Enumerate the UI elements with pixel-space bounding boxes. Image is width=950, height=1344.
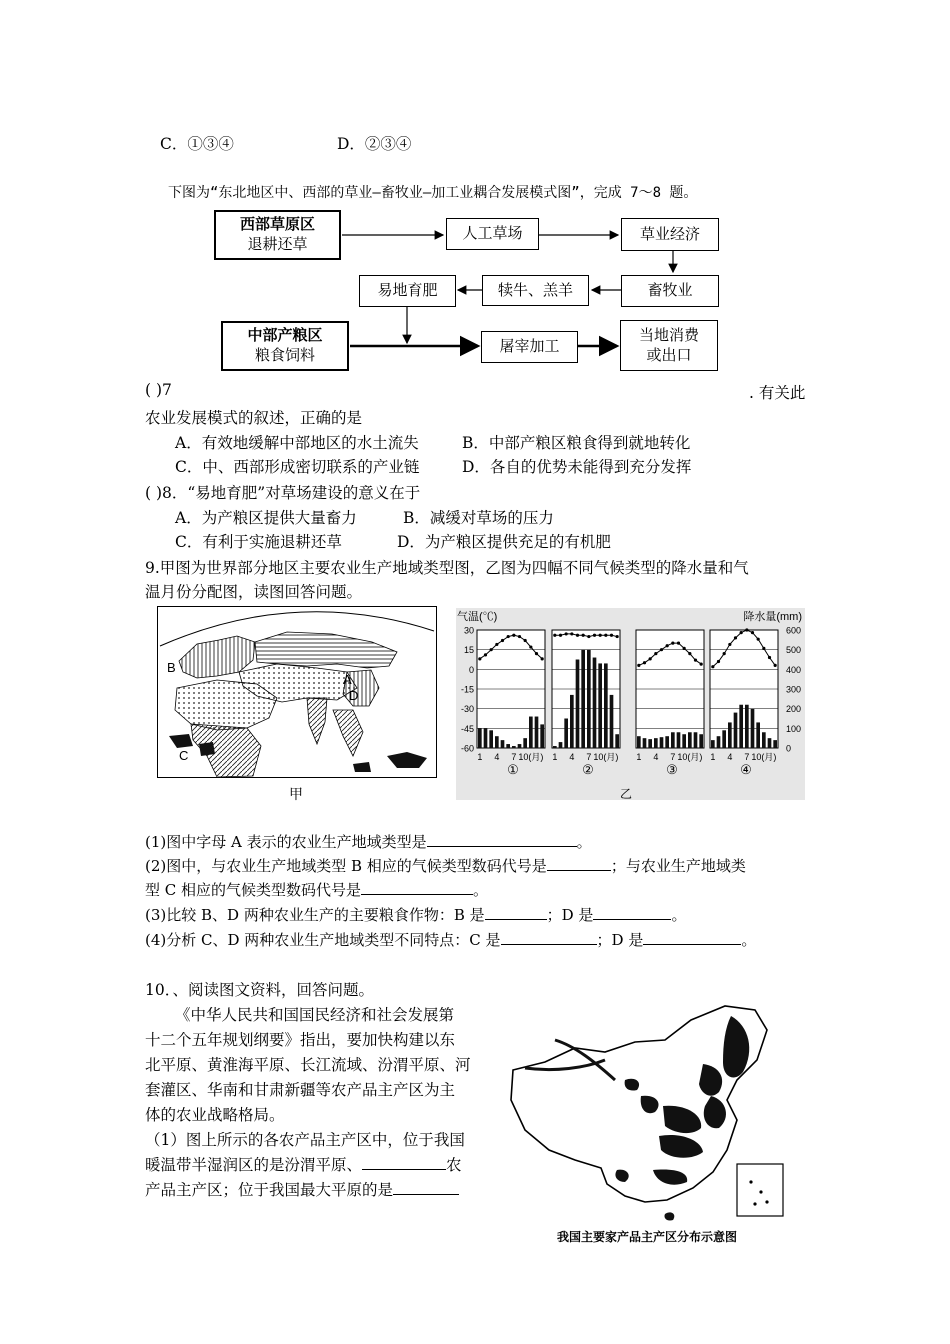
x-tick-label: 7 [586,752,592,762]
q9-sub4-text-a: (4)分析 C、D 两种农业生产地域类型不同特点：C 是 [145,931,501,949]
temperature-point [751,631,754,634]
temperature-point [524,639,527,642]
precipitation-bar [478,728,482,748]
q10-para-line1: 《中华人民共和国国民经济和社会发展第 [175,1006,455,1024]
q10-stem: 10．、阅读图文资料，回答问题。 [145,981,374,999]
q8-stem: ( )8．“易地育肥”对草场建设的意义在于 [145,484,421,502]
left-tick-label: -45 [460,723,474,734]
precipitation-bar [564,719,568,749]
grass-economy-box [621,218,719,251]
q9-stem-2: 温月份分配图，读图回答问题。 [145,583,363,601]
q10-para-line4: 套灌区、华南和甘肃新疆等农产品主产区为主 [145,1081,456,1099]
x-tick-label: 10(月) [593,752,619,762]
precipitation-bar [728,722,732,748]
cattle-sheep-label: 犊牛、羔羊 [497,281,573,299]
q9-sub2 [145,855,746,876]
temperature-point [649,657,652,660]
panel-label: ③ [666,762,678,777]
q10-sub1-text-2: 暖温带半湿润区的是汾渭平原、 [145,1156,363,1174]
temperature-point [535,652,538,655]
temperature-point [734,636,737,639]
precipitation-bar [615,734,619,748]
q10-sub1-blank-1[interactable] [362,1155,446,1170]
right-axis-label: 降水量(mm) [743,611,802,623]
temperature-point [637,664,640,667]
map-label-c: C [179,748,189,763]
precipitation-bar [587,650,591,748]
temperature-point [774,664,777,667]
option-c: C．①③④ [160,135,234,153]
temperature-point [694,659,697,662]
q8-option-c: C．有利于实施退耕还草 [175,533,342,551]
precipitation-bar [756,722,760,748]
precipitation-bar [648,739,652,748]
precipitation-bar [711,740,715,748]
precipitation-bar [501,740,505,748]
q9-sub2-blank-b[interactable] [547,856,611,871]
precipitation-bar [484,728,488,748]
temperature-point [688,652,691,655]
precipitation-bar [694,732,698,748]
precipitation-bar [523,738,527,748]
q9-sub1 [145,831,592,852]
precipitation-bar [722,730,726,748]
q7-stem: 农业发展模式的叙述，正确的是 [145,409,363,427]
temperature-point [553,634,556,637]
temperature-point [599,634,602,637]
q10-para-line3: 北平原、黄淮海平原、长江流域、汾渭平原、河 [145,1056,471,1074]
panel-label: ④ [740,762,752,777]
central-grain-box [221,321,349,371]
temperature-point [512,634,515,637]
precipitation-bar [495,736,499,748]
precipitation-bar [688,732,692,748]
grass-economy-label: 草业经济 [639,225,700,243]
q9-sub2-text-c: 型 C 相应的气候类型数码代号是 [145,881,362,899]
map-label-a: A [343,672,352,687]
temperature-point [683,647,686,650]
right-tick-label: 0 [786,743,792,754]
precipitation-bar [489,730,493,748]
precipitation-bar [699,734,703,748]
precipitation-bar [593,658,597,748]
precipitation-bar [559,742,563,748]
map-caption: 甲 [289,786,303,802]
precipitation-bar [773,740,777,748]
precipitation-bar [604,663,608,748]
option-d: D．②③④ [337,135,412,153]
right-tick-label: 300 [786,684,802,695]
q9-sub3-end: 。 [671,906,687,924]
precipitation-bar [751,709,755,748]
precipitation-bar [529,717,533,748]
temperature-point [593,634,596,637]
q9-sub4 [145,929,756,950]
temperature-point [529,645,532,648]
left-tick-label: -30 [460,704,474,715]
temperature-point [495,643,498,646]
temperature-point [484,653,487,656]
temperature-point [643,661,646,664]
precipitation-bar [739,705,743,748]
q10-sub1-line2 [145,1153,462,1175]
precipitation-bar [677,732,681,748]
temperature-point [654,652,657,655]
q9-sub3-blank-b[interactable] [485,905,547,920]
precipitation-bar [535,717,539,748]
x-tick-label: 1 [552,752,558,762]
right-tick-label: 600 [786,625,802,636]
precipitation-bar [598,663,602,748]
q9-sub4-end: 。 [741,931,757,949]
q7-option-b: B．中部产粮区粮食得到就地转化 [462,434,691,452]
precipitation-bar [768,738,772,748]
q10-sub1-line3 [145,1178,459,1200]
temperature-point [610,634,613,637]
q7-option-c: C．中、西部形成密切联系的产业链 [175,458,420,476]
intro-7-8: 下图为“东北地区中、西部的草业—畜牧业—加工业耦合发展模式图”，完成 7～8 题。 [168,185,698,201]
west-grassland-box [214,210,341,260]
temperature-point [576,634,579,637]
precipitation-bar [717,736,721,748]
temperature-point [570,632,573,635]
q10-sub1-text-3: 产品主产区；位于我国最大平原的是 [145,1181,394,1199]
q8-option-d: D．为产粮区提供充足的有机肥 [397,533,611,551]
temperature-point [768,656,771,659]
x-tick-label: 7 [670,752,676,762]
q9-sub2-blank-c[interactable] [361,880,473,895]
q10-sub1-line1: （1）图上所示的各农产品主产区中，位于我国 [145,1131,465,1149]
precipitation-bar [762,732,766,748]
temperature-point [723,652,726,655]
precipitation-bar [665,736,669,748]
q10-sub1-text-2b: 农 [446,1156,462,1174]
china-agriculture-map [505,1000,805,1244]
central-grain-title: 中部产粮区 [247,327,323,344]
consume-box [620,320,718,371]
right-tick-label: 500 [786,645,802,656]
consume-line1: 当地消费 [638,326,699,344]
precipitation-bar [734,713,738,748]
temperature-point [501,639,504,642]
fertilize-box [359,275,456,307]
fertilize-label: 易地育肥 [377,282,438,299]
slaughter-label: 屠宰加工 [499,338,560,355]
q10-para-line2: 十二个五年规划纲要》指出，要加快构建以东 [145,1031,456,1049]
left-tick-label: 0 [468,664,474,675]
q9-sub4-blank-d[interactable] [643,930,741,945]
left-tick-label: -60 [460,743,474,754]
artificial-grass-label: 人工草场 [462,225,523,242]
map-label-b: B [167,660,176,675]
temperature-point [518,635,521,638]
q7-option-a: A．有效地缓解中部地区的水土流失 [175,434,419,452]
temperature-point [700,662,703,665]
precipitation-bar [576,660,580,749]
x-tick-label: 4 [653,752,659,762]
q9-sub4-text-b: ；D 是 [596,931,644,949]
q7-paren: ( )7 [145,381,172,399]
x-tick-label: 1 [710,752,716,762]
q9-sub1-text: (1)图中字母 A 表示的农业生产地域类型是 [145,833,427,851]
x-tick-label: 4 [727,752,733,762]
q9-sub3-text-b: ；D 是 [546,906,594,924]
x-tick-label: 4 [494,752,500,762]
temperature-point [587,635,590,638]
precipitation-bar [540,724,544,748]
q8-option-b: B．减缓对草场的压力 [403,509,554,527]
livestock-label: 畜牧业 [647,282,693,299]
q10-sub1-blank-2[interactable] [393,1180,459,1195]
q8-option-a: A．为产粮区提供大量畜力 [175,509,357,527]
precipitation-bar [570,695,574,748]
precipitation-bar [610,695,614,748]
precipitation-bar [643,738,647,748]
livestock-box [621,275,719,307]
q9-sub3-text-a: (3)比较 B、D 两种农业生产的主要粮食作物：B 是 [145,906,485,924]
slaughter-box [481,331,578,363]
precipitation-bar [654,738,658,748]
q10-para-line5: 体的农业战略格局。 [145,1106,285,1124]
q9-sub3 [145,904,686,925]
x-tick-label: 1 [477,752,483,762]
temperature-point [717,660,720,663]
precipitation-bar [745,705,749,748]
right-tick-label: 400 [786,664,802,675]
q9-sub4-blank-c[interactable] [501,930,597,945]
precipitation-bar [581,650,585,748]
q9-sub1-end: 。 [576,833,592,851]
central-grain-sub: 粮食饲料 [254,347,315,364]
china-map-caption: 我国主要家产品主产区分布示意图 [557,1230,738,1244]
temperature-point [565,632,568,635]
x-tick-label: 10(月) [518,752,544,762]
x-tick-label: 4 [569,752,575,762]
climate-charts [456,608,805,800]
q9-sub2-end: 。 [473,881,489,899]
consume-line2: 或出口 [646,346,692,364]
x-tick-label: 10(月) [751,752,777,762]
q9-sub3-blank-d[interactable] [593,905,671,920]
q9-stem-1: 9.甲图为世界部分地区主要农业生产地域类型图，乙图为四幅不同气候类型的降水量和气 [145,559,749,577]
artificial-grass-box [446,218,539,250]
temperature-point [559,634,562,637]
temperature-point [604,634,607,637]
temperature-point [740,631,743,634]
temperature-point [745,628,748,631]
temperature-point [666,644,669,647]
q9-sub2-text-a: (2)图中，与农业生产地域类型 B 相应的气候类型数码代号是 [145,857,547,875]
temperature-point [541,657,544,660]
panel-label: ① [507,762,519,777]
temperature-point [582,634,585,637]
temperature-point [616,635,619,638]
right-tick-label: 200 [786,704,802,715]
q9-sub2-text-b: ；与农业生产地域类 [610,857,746,875]
temperature-point [660,648,663,651]
west-grassland-sub: 退耕还草 [247,236,308,253]
temperature-point [728,643,731,646]
west-grassland-title: 西部草原区 [239,216,315,233]
climate-chart-svg [456,608,805,800]
temperature-point [757,638,760,641]
precipitation-bar [660,737,664,748]
temperature-point [507,635,510,638]
precipitation-bar [553,746,557,748]
temperature-point [478,657,481,660]
temperature-point [711,665,714,668]
q7-tail: . 有关此 [749,384,806,402]
precipitation-bar [512,746,516,748]
precipitation-bar [682,734,686,748]
right-tick-label: 100 [786,723,802,734]
temperature-point [677,642,680,645]
world-agriculture-map [157,606,437,808]
x-tick-label: 10(月) [677,752,703,762]
x-tick-label: 7 [744,752,750,762]
left-tick-label: 30 [463,625,474,636]
left-tick-label: 15 [463,645,474,656]
cattle-sheep-box [482,275,589,306]
precipitation-bar [637,736,641,748]
q9-sub1-blank[interactable] [427,832,577,847]
flow-arrows [0,0,950,400]
temperature-point [671,642,674,645]
temperature-point [490,648,493,651]
temperature-point [762,647,765,650]
left-axis-label: 气温(℃) [457,611,498,623]
left-tick-label: -15 [460,684,474,695]
precipitation-bar [506,744,510,748]
q7-option-d: D．各自的优势未能得到充分发挥 [462,458,692,476]
x-tick-label: 1 [636,752,642,762]
map-label-d: D [349,688,359,703]
panel-label: ② [582,762,594,777]
chart-caption: 乙 [619,787,633,800]
q9-sub2-cont [145,879,488,900]
precipitation-bar [518,744,522,748]
precipitation-bar [671,732,675,748]
x-tick-label: 7 [511,752,517,762]
